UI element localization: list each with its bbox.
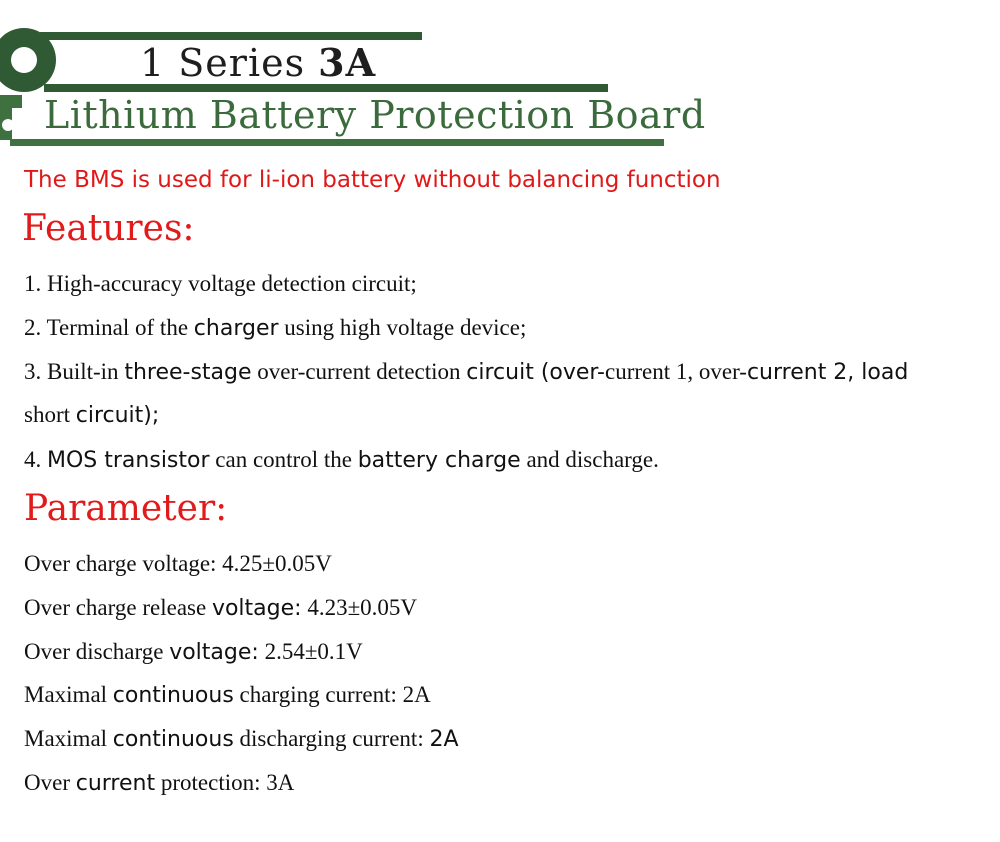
line-segment: 4. bbox=[24, 447, 47, 472]
line-segment: Over discharge bbox=[24, 639, 170, 664]
intro-text: The BMS is used for li-ion battery without balancing function bbox=[24, 167, 721, 193]
line-segment: charger bbox=[193, 316, 279, 341]
line-segment: charging current: 2A bbox=[233, 682, 431, 707]
line-segment: current 1, over- bbox=[605, 359, 747, 384]
feature-line bbox=[24, 402, 159, 428]
parameter-line bbox=[24, 770, 294, 796]
line-segment: current 2, load bbox=[746, 360, 909, 385]
line-segment: Over bbox=[24, 770, 76, 795]
line-segment: 1. High-accuracy voltage detection circuit; bbox=[24, 271, 417, 296]
line-segment: battery charge bbox=[357, 448, 521, 473]
line-segment: 2.54±0.1V bbox=[258, 639, 363, 664]
parameter-line bbox=[24, 682, 431, 708]
line-segment: Maximal bbox=[24, 682, 113, 707]
parameter-line bbox=[24, 726, 459, 752]
line-segment: circuit); bbox=[75, 403, 160, 428]
line-segment: continuous bbox=[112, 683, 234, 708]
line-segment: can control the bbox=[209, 447, 358, 472]
feature-line bbox=[24, 447, 659, 473]
line-segment: Over charge voltage: 4.25±0.05V bbox=[24, 551, 332, 576]
line-segment: using high voltage device; bbox=[278, 315, 527, 340]
feature-line bbox=[24, 315, 526, 341]
parameter-line bbox=[24, 551, 332, 577]
title-line-1: 1 Series 3A bbox=[140, 40, 377, 85]
line-segment: 2A bbox=[429, 727, 459, 752]
line-segment: discharging current: bbox=[233, 726, 430, 751]
parameter-line bbox=[24, 595, 417, 621]
feature-line bbox=[24, 359, 908, 385]
line-segment: three-stage bbox=[124, 360, 252, 385]
line-segment: circuit (over- bbox=[466, 360, 605, 385]
parameters-heading: Parameter: bbox=[24, 488, 228, 529]
line-segment: current bbox=[75, 771, 156, 796]
line-segment: over-current detection bbox=[251, 359, 467, 384]
line-segment: voltage: bbox=[169, 640, 259, 665]
line-segment: continuous bbox=[112, 727, 234, 752]
line-segment: MOS transistor bbox=[47, 448, 210, 473]
line-segment: 4.23±0.05V bbox=[301, 595, 418, 620]
line-segment: protection: 3A bbox=[155, 770, 295, 795]
parameter-line bbox=[24, 639, 363, 665]
line-segment: Maximal bbox=[24, 726, 113, 751]
line-segment: 3. Built-in bbox=[24, 359, 125, 384]
title-banner bbox=[0, 0, 1000, 160]
line-segment: 2. Terminal of the bbox=[24, 315, 194, 340]
line-segment: and discharge. bbox=[520, 447, 659, 472]
feature-line bbox=[24, 271, 417, 297]
line-segment: Over charge release bbox=[24, 595, 212, 620]
title-line-2: Lithium Battery Protection Board bbox=[44, 93, 706, 137]
line-segment: voltage: bbox=[211, 596, 302, 621]
features-heading: Features: bbox=[22, 208, 195, 249]
line-segment: short bbox=[24, 402, 76, 427]
